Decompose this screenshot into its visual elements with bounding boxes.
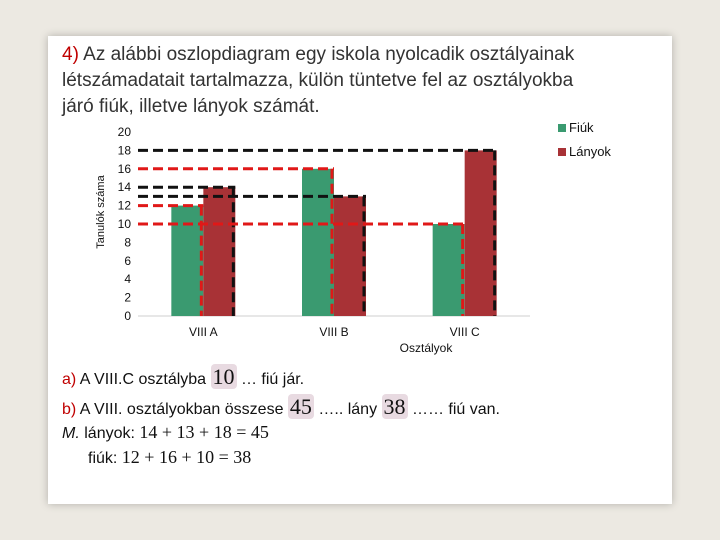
y-tick-label: 12 bbox=[117, 198, 131, 213]
legend-swatch-fiuk bbox=[558, 124, 566, 132]
legend bbox=[558, 120, 611, 159]
x-tick-label: VIII A bbox=[188, 325, 218, 339]
y-tick-label: 20 bbox=[117, 125, 131, 139]
y-tick-label: 8 bbox=[124, 235, 131, 250]
answer-a-prefix: a) bbox=[62, 371, 77, 388]
answer-b-handwritten-1: 45 bbox=[289, 394, 312, 419]
y-tick-label: 18 bbox=[117, 143, 131, 158]
answer-b bbox=[62, 394, 500, 420]
bar-fiuk bbox=[433, 224, 465, 316]
bar-fiuk bbox=[171, 206, 203, 316]
problem-text-2: létszámadatait tartalmazza, külön tüntetve fel az osztályokba bbox=[62, 70, 574, 91]
x-axis-ticks bbox=[189, 325, 480, 339]
legend-label-lanyok: Lányok bbox=[569, 144, 611, 159]
y-tick-label: 0 bbox=[124, 309, 131, 323]
answer-b-handwritten-2: 38 bbox=[383, 394, 406, 419]
x-tick-label: VIII B bbox=[319, 325, 349, 339]
legend-swatch-lanyok bbox=[558, 148, 566, 156]
bar-lanyok bbox=[203, 187, 235, 316]
x-tick-label: VIII C bbox=[449, 325, 480, 339]
answer-b-prefix: b) bbox=[62, 401, 77, 418]
y-tick-label: 10 bbox=[117, 217, 131, 231]
bars-group bbox=[171, 150, 496, 316]
problem-text-3: járó fiúk, illetve lányok számát. bbox=[62, 96, 320, 117]
bar-lanyok bbox=[334, 196, 366, 316]
legend-label-fiuk: Fiúk bbox=[569, 120, 594, 135]
y-axis-ticks bbox=[118, 125, 132, 323]
solution-girls bbox=[62, 422, 269, 443]
y-axis-label: Tanulók száma bbox=[95, 175, 107, 249]
answer-a bbox=[62, 364, 304, 390]
bar-lanyok bbox=[465, 150, 497, 316]
y-tick-label: 2 bbox=[124, 290, 131, 305]
answer-a-text1: A VIII.C osztályba bbox=[79, 371, 207, 388]
bar-fiuk bbox=[302, 169, 334, 316]
solution-girls-math: 14 + 13 + 18 = 45 bbox=[139, 422, 269, 442]
answer-b-text1: A VIII. osztályokban összese bbox=[79, 401, 284, 418]
x-axis-label: Osztályok bbox=[399, 341, 453, 355]
y-tick-label: 4 bbox=[124, 272, 131, 287]
solution-girls-label: lányok: bbox=[84, 425, 135, 442]
problem-number: 4) bbox=[62, 44, 79, 65]
problem-text-1: Az alábbi oszlopdiagram egy iskola nyolcadik osztályainak bbox=[83, 44, 575, 65]
y-tick-label: 14 bbox=[117, 180, 131, 195]
solution-boys-math: 12 + 16 + 10 = 38 bbox=[121, 447, 252, 467]
solution-prefix: M. bbox=[62, 425, 80, 442]
answer-a-text2: … fiú jár. bbox=[240, 371, 305, 388]
answer-b-text3: …… fiú van. bbox=[411, 401, 500, 418]
solution-boys bbox=[88, 447, 251, 468]
answer-a-handwritten: 10 bbox=[212, 364, 235, 389]
y-tick-label: 6 bbox=[124, 253, 131, 268]
y-tick-label: 16 bbox=[117, 161, 131, 176]
solution-boys-label: fiúk: bbox=[88, 450, 118, 467]
answer-b-text2: ….. lány bbox=[318, 401, 378, 418]
